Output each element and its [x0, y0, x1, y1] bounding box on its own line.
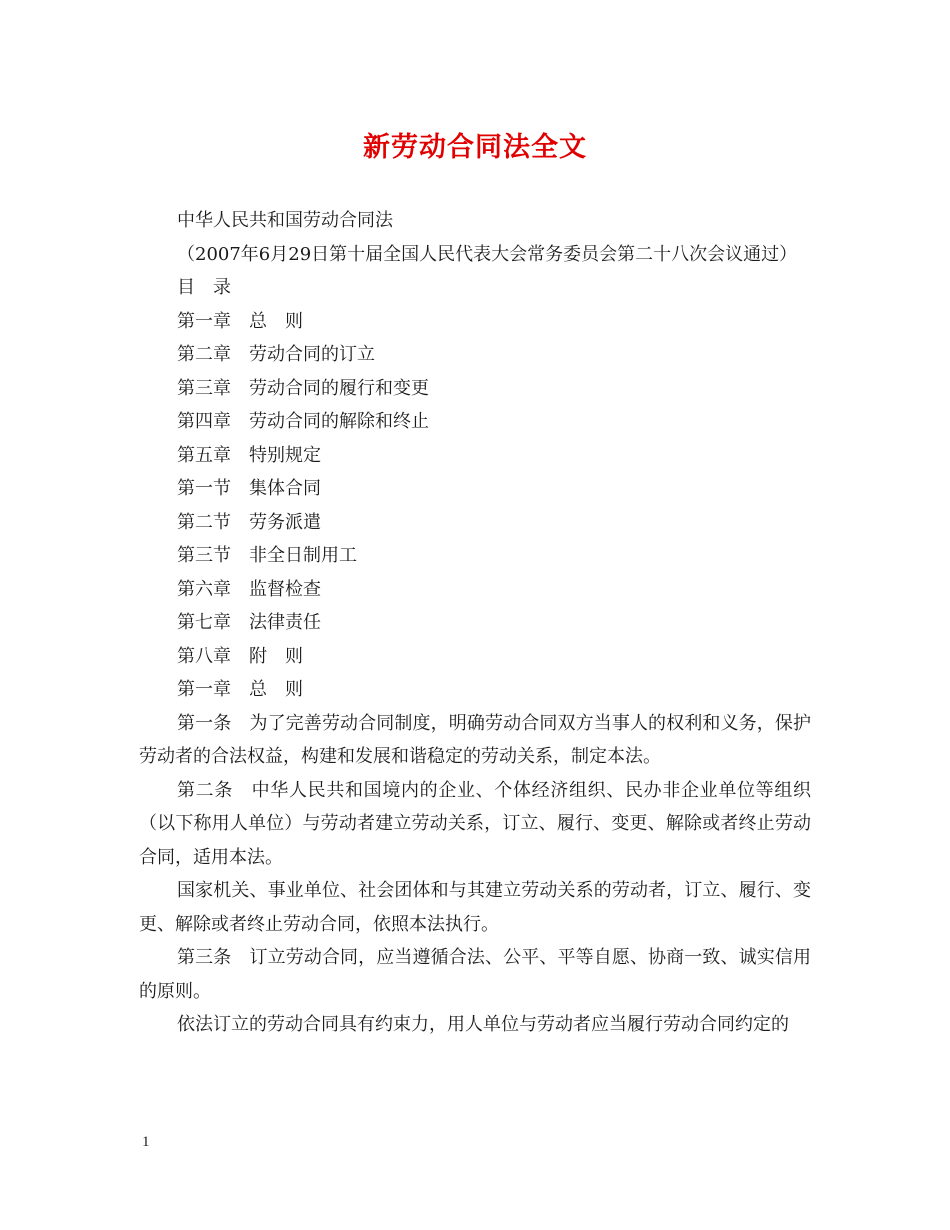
- article-paragraph: 依法订立的劳动合同具有约束力，用人单位与劳动者应当履行劳动合同约定的: [177, 1014, 789, 1035]
- article-paragraph: 第一条 为了完善劳动合同制度，明确劳动合同双方当事人的权利和义务，保护劳动者的合法权益，构建和发展和谐稳定的劳动关系，制定本法。: [139, 712, 811, 767]
- toc-item: 第二节 劳务派遣: [177, 511, 321, 533]
- toc-item: 第二章 劳动合同的订立: [177, 344, 375, 365]
- toc-item: 第三节 非全日制用工: [177, 545, 357, 566]
- toc-item: 第一章 总 则: [177, 310, 303, 332]
- document-title: 新劳动合同法全文: [363, 132, 587, 163]
- toc-item: 第八章 附 则: [177, 645, 303, 667]
- article-paragraph: 第二条 中华人民共和国境内的企业、个体经济组织、民办非企业单位等组织（以下称用人单位）与劳动者建立劳动关系，订立、履行、变更、解除或者终止劳动合同，适用本法。: [139, 779, 811, 868]
- page-number: 1: [142, 1134, 150, 1150]
- chapter-heading: 第一章 总 则: [177, 679, 303, 700]
- document-body: [139, 204, 811, 1042]
- paragraph-law-name: 中华人民共和国劳动合同法: [177, 210, 393, 231]
- toc-heading: 目 录: [177, 277, 231, 298]
- toc-item: 第六章 监督检查: [177, 578, 321, 600]
- toc-item: 第三章 劳动合同的履行和变更: [177, 377, 429, 399]
- paragraph-adoption-note: （2007年6月29日第十届全国人民代表大会常务委员会第二十八次会议通过）: [177, 243, 798, 265]
- toc-item: 第四章 劳动合同的解除和终止: [177, 411, 429, 432]
- toc-item: 第五章 特别规定: [177, 444, 321, 466]
- article-paragraph: 国家机关、事业单位、社会团体和与其建立劳动关系的劳动者，订立、履行、变更、解除或者终止劳动合同，依照本法执行。: [139, 880, 811, 935]
- toc-item: 第一节 集体合同: [177, 478, 321, 499]
- article-paragraph: 第三条 订立劳动合同，应当遵循合法、公平、平等自愿、协商一致、诚实信用的原则。: [139, 947, 811, 1002]
- toc-item: 第七章 法律责任: [177, 612, 321, 633]
